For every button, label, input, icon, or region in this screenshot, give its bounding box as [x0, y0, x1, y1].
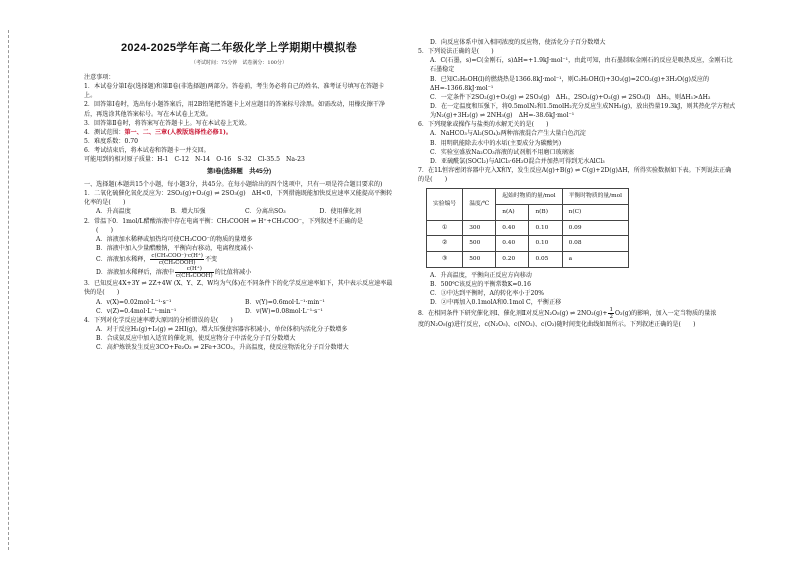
- q8-fraction-numerator: 1: [609, 307, 613, 314]
- table-cell: 0.20: [496, 252, 529, 268]
- q1-option-b: B．增大压强: [170, 208, 206, 216]
- q2-option-b: B．溶液中加入少量醋酸钠，平衡向右移动，电离程度减小: [96, 245, 253, 252]
- table-cell: 0.05: [529, 252, 562, 268]
- q7-data-table: [426, 188, 629, 267]
- table-cell: 300: [463, 220, 496, 236]
- q2-c-fraction: [150, 253, 204, 266]
- q2-c-denominator: c(CH₃COOH): [158, 260, 196, 267]
- q3-option-d: D．v(W)=0.08mol·L⁻¹·s⁻¹: [245, 307, 323, 315]
- table-cell: 0.08: [562, 236, 628, 252]
- q4-option-a: A．对于反应H₂(g)+I₂(g) ⇌ 2HI(g)，增大压强使容器容积减小，单位体积内活化分子数增多: [96, 326, 348, 334]
- notice-2: 2．回答第Ⅰ卷时，选出每小题答案后，用2B铅笔把答题卡上对应题目的答案标号涂黑。如需改动，用橡皮擦干净后，再选涂其他答案标号。写在本试卷上无效。: [84, 101, 386, 118]
- q2-d-numerator: c(H⁺): [175, 266, 214, 273]
- table-row: [427, 252, 629, 268]
- q6-option-a: A．NaHCO₃与Al₂(SO₄)₃两种溶液混合产生大量白色沉淀: [430, 130, 586, 138]
- q3-option-c: C．v(Z)=0.4mol·L⁻¹·min⁻¹: [96, 307, 177, 315]
- q1-option-c: C．分离出SO₃: [245, 208, 286, 216]
- section-1-heading: 第Ⅰ卷(选择题 共45分): [206, 168, 272, 176]
- table-cell: 0.10: [529, 236, 562, 252]
- q8-stem-tail: O₂(g)的影响，加入一定当物质的量浓: [614, 310, 717, 318]
- q7-header-initial: 起始时物质的量/mol: [496, 189, 562, 205]
- q3-option-a: A．v(X)=0.02mol·L⁻¹·s⁻¹: [96, 298, 172, 306]
- q8-stem-line2: 度的N₂O₅(g)进行反应，c(N₂O₅)、c(NO₂)、c(O₂)随时间变化曲线如图所示。下列叙述正确的是( ): [418, 321, 696, 329]
- table-cell: 500: [463, 236, 496, 252]
- q2-paren: ( ): [96, 226, 113, 234]
- q2-option-a: A．溶液加水稀释或加热均可使CH₃COO⁻的物质的量增多: [96, 235, 253, 243]
- q7-header-temperature: 温度/℃: [463, 189, 496, 220]
- section-1-intro: 一、选择题(本题共15个小题，每小题3分，共45分。在每小题给出的四个选项中，只有一项是符合题目要求的): [84, 181, 383, 189]
- q6-option-b: B．用明矾能除去水中的水垢(主要成分为碳酸钙): [430, 139, 562, 147]
- q1-option-a: A．升高温度: [96, 208, 131, 216]
- table-row: [427, 236, 629, 252]
- table-cell: ①: [427, 220, 463, 236]
- q4-option-c: C．高炉炼铁发生反应3CO+Fe₂O₃ ⇌ 2Fe+3CO₂，升高温度，使反应物活化分子百分数增大: [96, 344, 349, 352]
- q4-option-b: B．合成氨反应中加入适宜的催化剂，使反应物分子中活化分子百分数增大: [96, 335, 296, 343]
- q5-option-d: D．在一定温度和压强下，将0.5molN₂和1.5molH₂充分反应生成NH₃(g)，放出热量19.3kJ，则其热化学方程式为N₂(g)+3H₂(g) ⇌ 2NH₃(g) ΔH=-38.6kJ·mol⁻¹: [430, 102, 736, 120]
- q5-option-a: A．C(石墨，s)=C(金刚石，s)ΔH=+1.9kJ·mol⁻¹，由此可知，由石墨制取金刚石的反应是吸热反应，金刚石比石墨稳定: [430, 57, 733, 74]
- table-cell: a: [562, 252, 628, 268]
- notice-1: 1．本试卷分第Ⅰ卷(选择题)和第Ⅱ卷(非选择题)两部分。答卷前，考生务必将自己的姓名、准考证号填写在答题卡上。: [84, 83, 385, 100]
- notice-5: 5．难度系数：0.70: [84, 137, 139, 145]
- q6-option-d: D．亚硫酰氯(SOCl₂)与AlCl₃·6H₂O混合并加热可得到无水AlCl₃: [430, 157, 605, 165]
- q5-stem: 5．下列说法正确的是( ): [418, 48, 494, 56]
- q7-stem: 7．在1L恒容密闭容器中充入X和Y，发生反应A(g)+B(g) ⇌ C(g)+2D(g)ΔH，所得实验数据如下表。下列说法正确的是( ): [418, 166, 732, 184]
- atomic-masses: 可能用到的相对原子质量：H-1 C-12 N-14 O-16 S-32 Cl-35.5 Na-23: [84, 156, 305, 164]
- q1-options: [84, 207, 394, 216]
- q2-option-c: [84, 253, 394, 266]
- q7-option-a: A．升高温度，平衡向正反应方向移动: [430, 271, 532, 279]
- q3-stem: 3．已知反应4X+3Y ⇌ 2Z+4W (X、Y、Z、W均为气体)在不同条件下的化学反应速率如下，其中表示反应速率最快的是( ): [84, 280, 393, 297]
- q8-fraction: [608, 307, 614, 320]
- q6-stem: 6．下列现象或操作与盐类的水解无关的是( ): [418, 121, 549, 129]
- left-column: [84, 38, 394, 352]
- q2-option-c-text: C．溶液加水稀释，: [96, 256, 150, 264]
- q7-option-c: C．③中达到平衡时，A的转化率小于20%: [430, 289, 545, 297]
- q2-d-fraction: [175, 266, 214, 279]
- q8-equation: N₂O₅(g) ⇌ 2NO₂(g)+: [544, 310, 608, 318]
- q1-option-d: D．使用催化剂: [319, 208, 361, 216]
- table-cell: 0.09: [562, 220, 628, 236]
- table-cell: 500: [463, 252, 496, 268]
- notice-heading: 注意事项：: [84, 74, 115, 81]
- q1-stem: 1．二氧化硫催化氧化反应为：2SO₂(g)+O₂(g) ⇌ 2SO₃(g) ΔH<0，下列措施既能加快反应速率又能提高平衡转化率的是( ): [84, 190, 393, 207]
- q6-option-c: C．实验室盛放Na₂CO₃溶液的试剂瓶不用磨口玻璃塞: [430, 148, 574, 156]
- q8-fraction-denominator: 2: [609, 314, 613, 321]
- table-cell: ③: [427, 252, 463, 268]
- q7-option-b: B．500℃该反应的平衡常数K=0.16: [430, 280, 531, 288]
- q5-option-b: B．已知C₂H₅OH(l)的燃烧热是1366.8kJ·mol⁻¹，则C₂H₅OH(l)+3O₂(g)=2CO₂(g)+3H₂O(g)反应的ΔH=-1366.8kJ·mol⁻¹: [430, 75, 710, 92]
- q2-c-numerator: c(CH₃COO⁻)·c(H⁺): [151, 253, 203, 260]
- exam-info: （考试时间：75分钟 试卷满分：100分）: [191, 59, 287, 66]
- notice-4-label: 4．测试范围：: [84, 128, 125, 136]
- q2-d-denominator: c(CH₃COOH): [176, 273, 213, 280]
- q8-stem-line1: [418, 307, 736, 320]
- q4-stem: 4．下列对化学反应速率增大原因的分析错误的是( ): [84, 316, 233, 324]
- q7-option-d: D．②中再加入0.1molA和0.1mol C，平衡正移: [430, 299, 562, 307]
- q2-stem: 2．常温下0．1mol/L醋酸溶液中存在电离平衡：CH₃COOH ⇌ H⁺+CH₃COO⁻，下列叙述不正确的是: [84, 217, 363, 225]
- q7-subheader-nB: n(B): [529, 204, 562, 220]
- exam-title: 2024-2025学年高二年级化学上学期期中模拟卷: [120, 42, 358, 54]
- table-cell: 0.40: [496, 236, 529, 252]
- table-row: [427, 220, 629, 236]
- q8-stem-text: 8．在相同条件下研究催化剂Ⅰ、催化剂Ⅱ对反应: [418, 310, 545, 318]
- q7-header-equilibrium: 平衡时物质的量/mol: [562, 189, 628, 205]
- notice-6: 6．考试结束后，将本试卷和答题卡一并交回。: [84, 147, 210, 155]
- binding-line: [8, 30, 9, 550]
- q2-option-d-text: D．溶液加水稀释后，溶液中: [96, 269, 175, 277]
- table-cell: 0.10: [529, 220, 562, 236]
- q7-subheader-nC: n(C): [562, 204, 628, 220]
- q3-options-ab: [84, 298, 394, 307]
- q7-subheader-nA: n(A): [496, 204, 529, 220]
- notice-4-scope: 第一、二、三章(人教版选择性必修1)。: [124, 128, 232, 136]
- q5-option-c: C．一定条件下2SO₂(g)+O₂(g) ⇌ 2SO₃(g) ΔH₁，2SO₂(g)+O₂(g) ⇌ 2SO₃(l) ΔH₂，则ΔH₁>ΔH₂: [430, 93, 711, 101]
- q2-option-c-tail: 不变: [204, 256, 218, 264]
- q4-option-d: D．向反应体系中加入相同浓度的反应物，使活化分子百分数增大: [430, 39, 606, 46]
- table-cell: ②: [427, 236, 463, 252]
- q2-option-d: [84, 266, 394, 279]
- right-column: [418, 38, 736, 329]
- q3-option-b: B．v(Y)=0.6mol·L⁻¹·min⁻¹: [245, 298, 325, 306]
- table-cell: 0.40: [496, 220, 529, 236]
- notice-4: [84, 128, 394, 137]
- q2-option-d-tail: 的比值将减小: [214, 269, 252, 277]
- notice-3: 3．回答第Ⅱ卷时，将答案写在答题卡上。写在本试卷上无效。: [84, 119, 251, 127]
- q7-header-experiment: 实验编号: [427, 189, 463, 220]
- q3-options-cd: [84, 307, 394, 316]
